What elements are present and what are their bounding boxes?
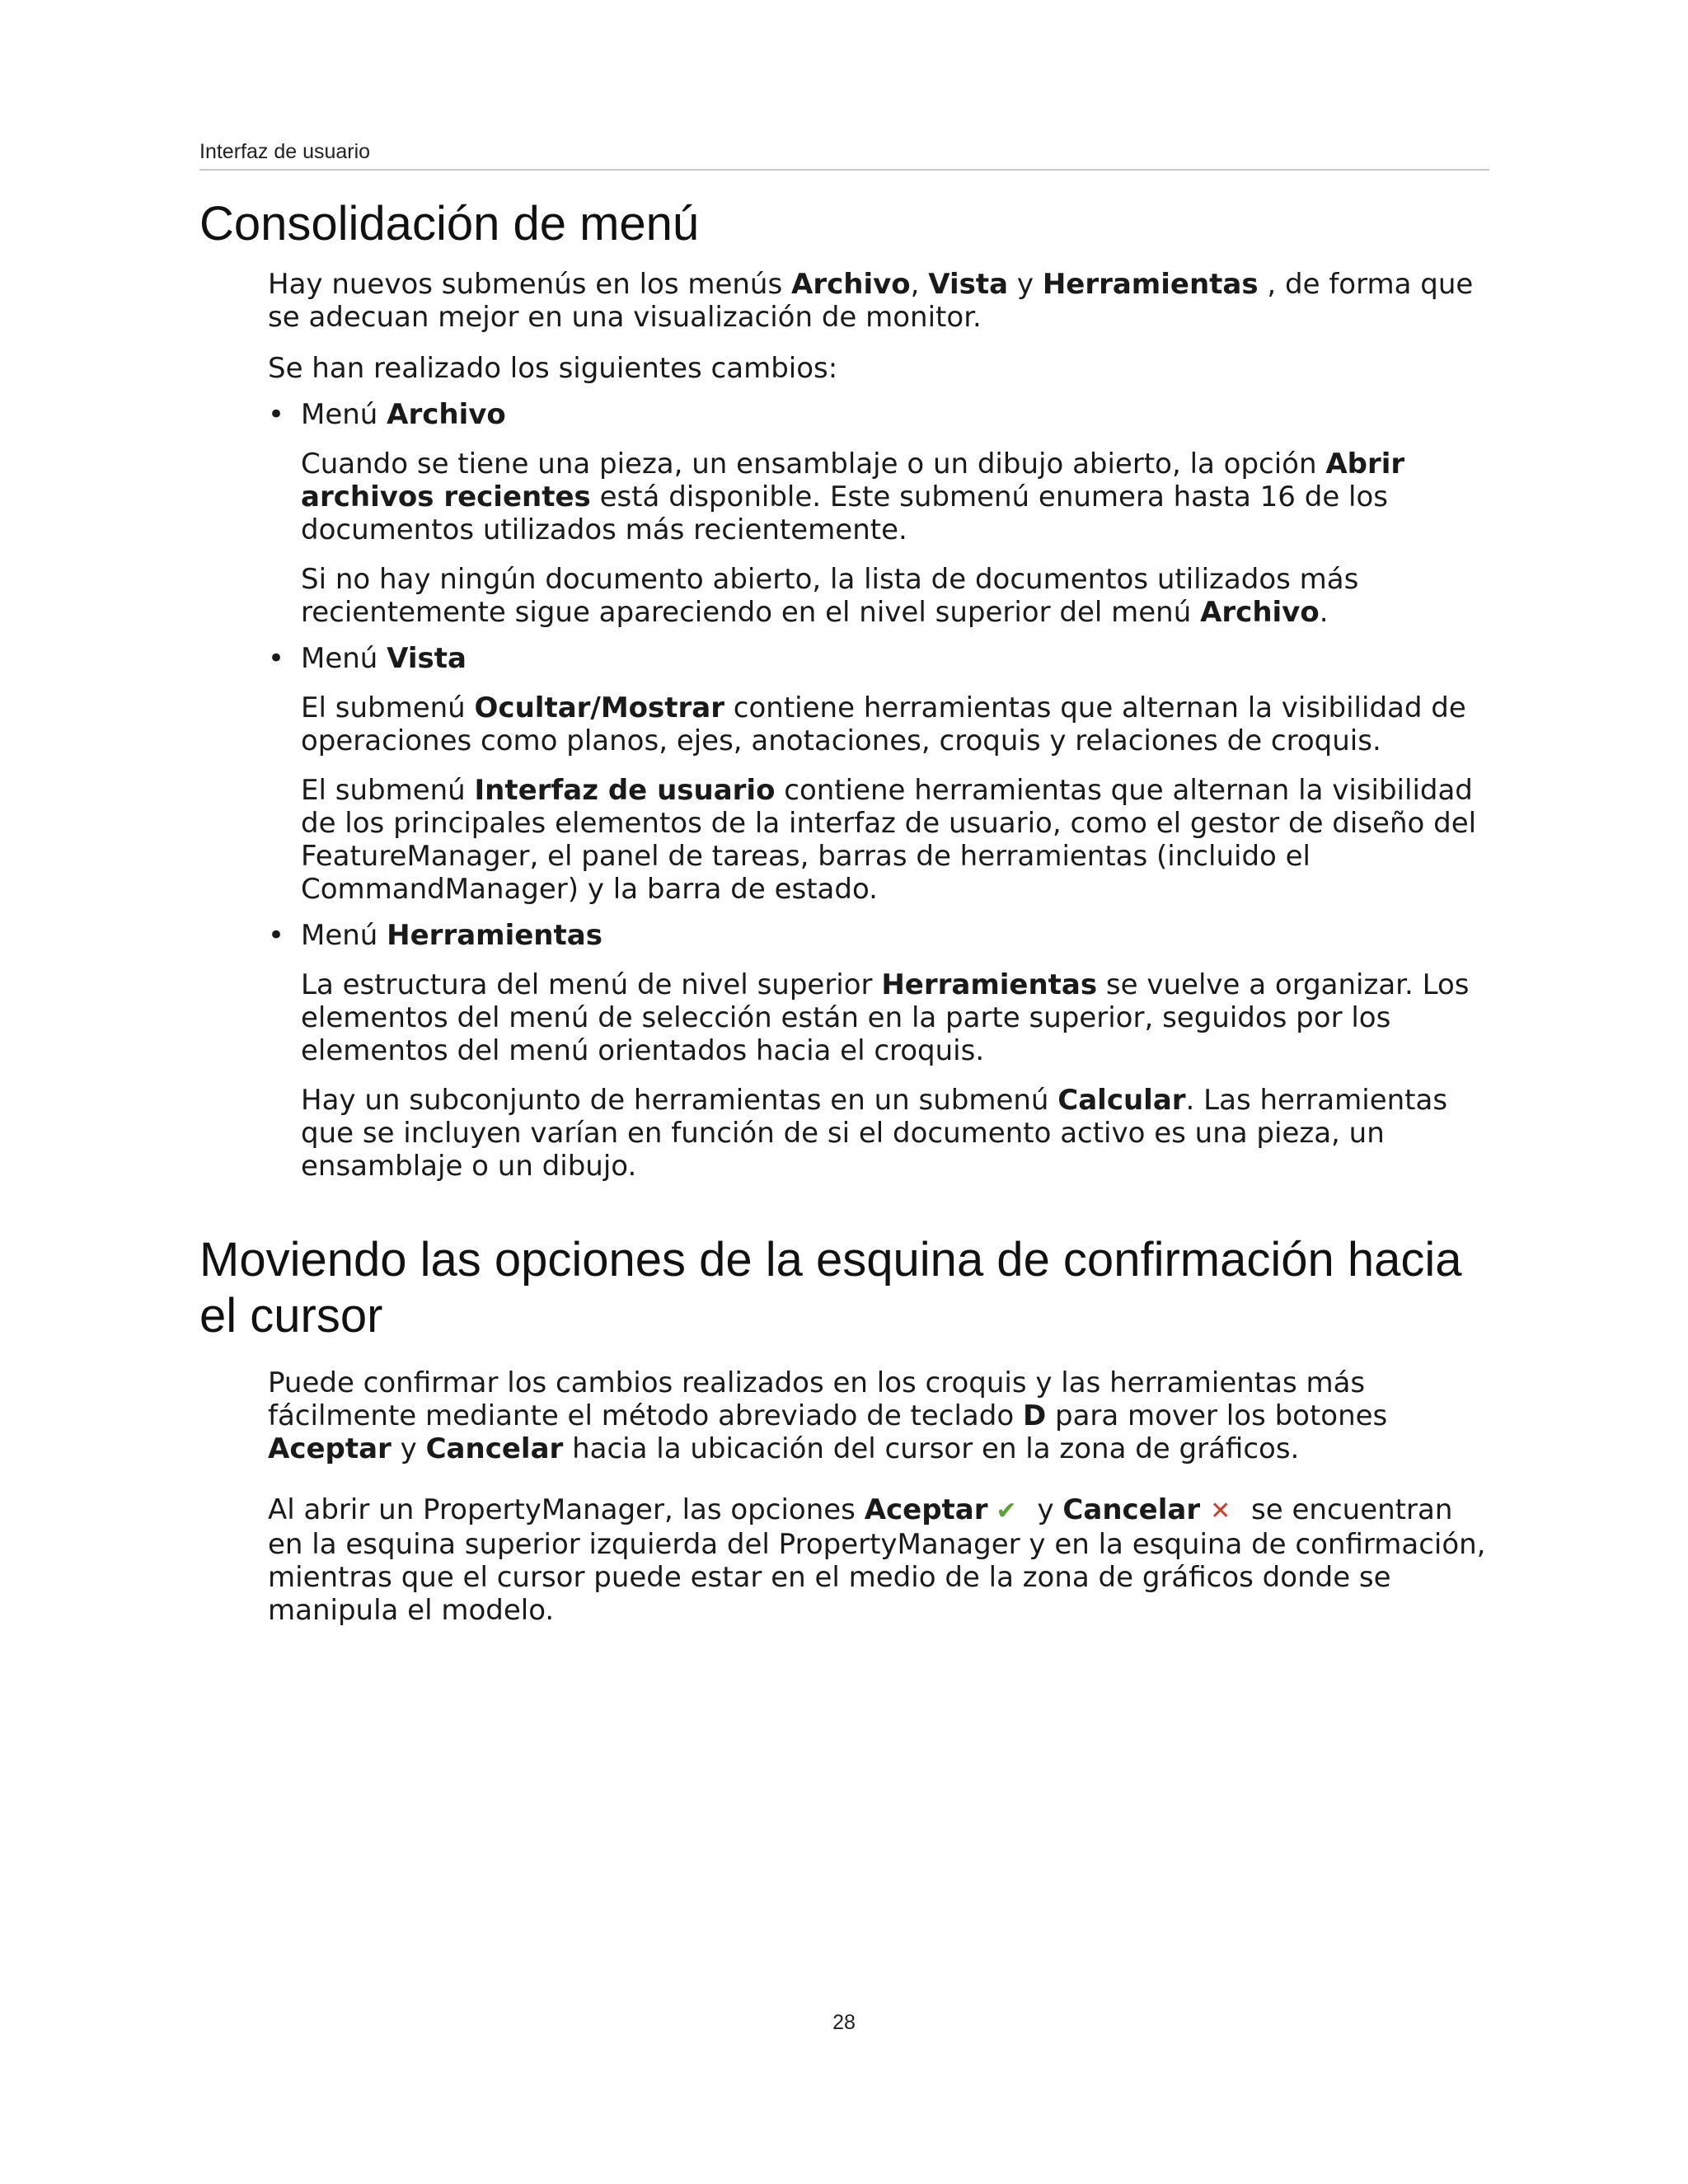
vista-paragraph-2: El submenú Interfaz de usuario contiene herramientas que alternan la visibilidad de los principales elementos de la interfaz de usuario, como el gestor de diseño del FeatureManager, el panel de tareas, barras de herramientas (incluido el CommandManager) y la barra de estado. [301, 774, 1477, 906]
check-icon: ✔ [996, 1497, 1017, 1526]
x-icon: ✕ [1210, 1497, 1231, 1526]
section-title-menu-consolidation: Consolidación de menú [199, 197, 700, 251]
page-number: 28 [832, 2011, 856, 2034]
archivo-paragraph-2: Si no hay ningún documento abierto, la lista de documentos utilizados más recientemente sigue apareciendo en el nivel superior del menú Archivo. [301, 563, 1359, 629]
bullet-dot: • [268, 398, 285, 431]
vista-paragraph-1: El submenú Ocultar/Mostrar contiene herramientas que alternan la visibilidad de operaciones como planos, ejes, anotaciones, croquis y relaciones de croquis. [301, 691, 1466, 757]
confirmation-paragraph-2: Al abrir un PropertyManager, las opciones Aceptar ✔ y Cancelar ✕ se encuentran en la esquina superior izquierda del PropertyManager y en la esquina de confirmación, mientras que el cursor puede estar en el medio de la zona de gráficos donde se manipula el modelo. [268, 1493, 1486, 1627]
bullet-archivo: • Menú Archivo [268, 398, 506, 431]
bullet-vista: • Menú Vista [268, 642, 467, 675]
intro-paragraph: Hay nuevos submenús en los menús Archivo, Vista y Herramientas , de forma que se adecuan mejor en una visualización de monitor. [268, 268, 1474, 334]
archivo-paragraph-1: Cuando se tiene una pieza, un ensamblaje o un dibujo abierto, la opción Abrir archivos recientes está disponible. Este submenú enumera hasta 16 de los documentos utilizados más recientemente. [301, 448, 1405, 546]
section-title-confirmation-corner: Moviendo las opciones de la esquina de confirmación hacia el cursor [199, 1233, 1462, 1343]
running-header: Interfaz de usuario [199, 140, 1489, 171]
bullet-herramientas: • Menú Herramientas [268, 919, 603, 952]
bullet-dot: • [268, 642, 285, 675]
bullet-dot: • [268, 919, 285, 952]
confirmation-paragraph-1: Puede confirmar los cambios realizados en los croquis y las herramientas más fácilmente mediante el método abreviado de teclado D para mover los botones Aceptar y Cancelar hacia la ubicación del cursor en la zona de gráficos. [268, 1366, 1388, 1465]
changes-lead: Se han realizado los siguientes cambios: [268, 352, 838, 385]
herramientas-paragraph-1: La estructura del menú de nivel superior Herramientas se vuelve a organizar. Los elementos del menú de selección están en la parte superior, seguidos por los elementos del menú orientados hacia el croquis. [301, 968, 1470, 1067]
herramientas-paragraph-2: Hay un subconjunto de herramientas en un submenú Calcular. Las herramientas que se incluyen varían en función de si el documento activo es una pieza, un ensamblaje o un dibujo. [301, 1084, 1448, 1183]
